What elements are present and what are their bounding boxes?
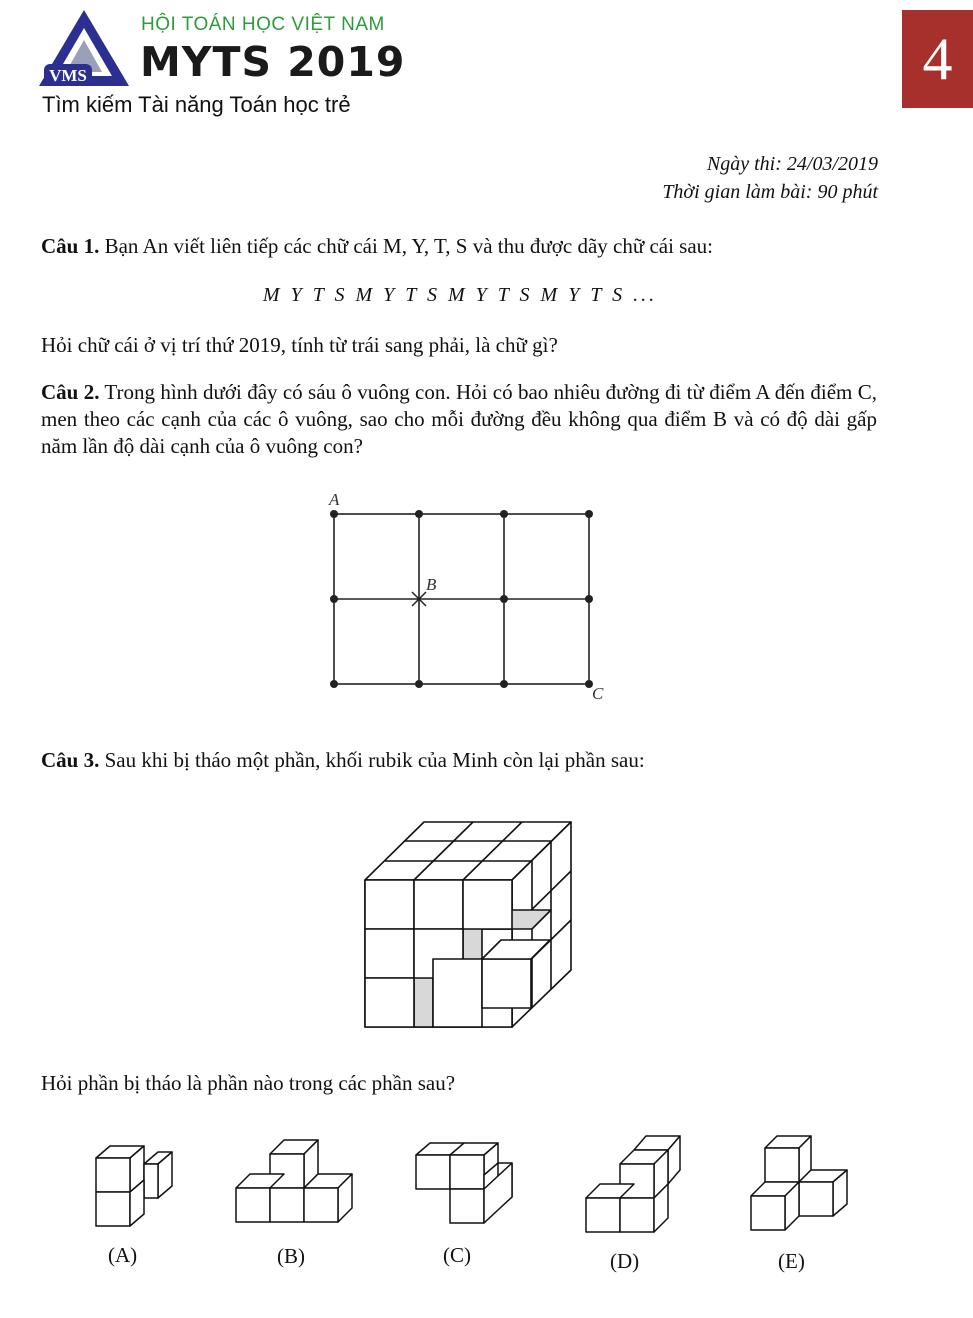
slogan: Tìm kiếm Tài năng Toán học trẻ	[42, 92, 351, 117]
option-a-figure	[90, 1140, 180, 1232]
page-number-badge: 4	[902, 10, 973, 108]
org-name: HỘI TOÁN HỌC VIỆT NAM	[141, 14, 385, 35]
vms-logo	[36, 8, 132, 90]
question-2-label: Câu 2.	[41, 380, 100, 404]
question-2-text: Trong hình dưới đây có sáu ô vuông con. Hỏi có bao nhiêu đường đi từ điểm A đến điểm C, men theo các cạnh của các ô vuông, sao cho mỗi đường đều không qua điểm B và có độ dài gấp năm lần độ dài cạnh của ô vuông con?	[41, 380, 877, 458]
point-c-label: C	[592, 684, 604, 703]
question-3	[41, 747, 877, 774]
letter-sequence: M Y T S M Y T S M Y T S M Y T S ...	[262, 284, 658, 306]
option-d-figure	[580, 1130, 690, 1238]
question-1-text: Bạn An viết liên tiếp các chữ cái M, Y, T, S và thu được dãy chữ cái sau:	[99, 234, 714, 258]
question-1-ask: Hỏi chữ cái ở vị trí thứ 2019, tính từ trái sang phải, là chữ gì?	[41, 333, 558, 357]
option-a-label[interactable]: (A)	[108, 1243, 138, 1267]
grid-figure	[320, 485, 620, 710]
question-3-ask: Hỏi phần bị tháo là phần nào trong các phần sau?	[41, 1071, 456, 1095]
point-b-label: B	[426, 575, 437, 594]
question-2	[41, 379, 877, 460]
option-e-figure	[745, 1130, 855, 1238]
exam-duration: Thời gian làm bài: 90 phút	[662, 181, 878, 203]
option-e-label[interactable]: (E)	[778, 1249, 805, 1273]
option-d-label[interactable]: (D)	[610, 1249, 640, 1273]
question-3-label: Câu 3.	[41, 748, 100, 772]
question-3-text: Sau khi bị tháo một phần, khối rubik của Minh còn lại phần sau:	[99, 748, 645, 772]
option-b-figure	[230, 1132, 360, 1228]
exam-date: Ngày thi: 24/03/2019	[706, 153, 878, 175]
question-1	[41, 233, 877, 260]
rubik-remaining-figure	[360, 815, 580, 1035]
logo-text: VMS	[49, 66, 87, 85]
option-c-figure	[410, 1137, 520, 1231]
question-1-label: Câu 1.	[41, 234, 100, 258]
contest-title: MYTS 2019	[140, 38, 406, 86]
option-c-label[interactable]: (C)	[443, 1243, 471, 1267]
point-a-label: A	[329, 490, 340, 509]
option-b-label[interactable]: (B)	[277, 1244, 305, 1268]
